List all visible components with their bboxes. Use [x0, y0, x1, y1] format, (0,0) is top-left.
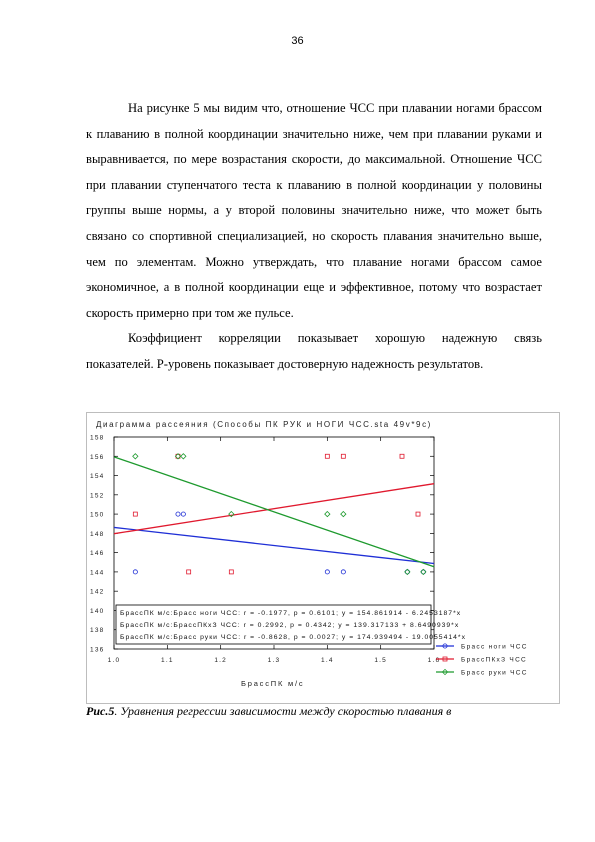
y-tick-label: 158: [90, 434, 105, 442]
legend-label: Брасс руки ЧСС: [461, 669, 528, 677]
x-tick-label: 1.1: [161, 657, 174, 664]
y-tick-label: 152: [90, 492, 105, 500]
x-axis-label: БрассПК м/с: [241, 679, 305, 688]
figure-caption-text: . Уравнения регрессии зависимости между скоростью плавания в: [114, 704, 452, 718]
annotation-line-3: БрассПК м/с:Брасс руки ЧСС: r = -0.8628, p = 0.0027; y = 174.939494 - 19.0055414*x: [120, 634, 466, 641]
y-tick-label: 154: [90, 473, 105, 481]
y-tick-label: 142: [90, 588, 105, 596]
figure-label: Рис.5: [86, 704, 115, 718]
y-tick-label: 140: [90, 607, 105, 615]
y-tick-label: 136: [90, 646, 105, 654]
paragraph: На рисунке 5 мы видим что, отношение ЧСС при плавании ногами брассом к плаванию в полной координации значительно ниже, чем при плавании руками и выравнивается, по мере возрастания скорости, до максимальной. Отношение ЧСС при плавании ступенчатого теста к плаванию в полной координации у половины группы выше нормы, а у второй половины значительно ниже, что может быть связано со спортивной специализацией, но скорость плавания значительно выше, чем по элементам. Можно утверждать, что плавание ногами брассом самое экономичное, а в полной координации еще и эффективное, потому что возрастает скорость примерно при том же пульсе.: [86, 101, 542, 320]
figure-caption: [86, 704, 556, 719]
scatter-chart: [86, 412, 560, 704]
y-tick-label: 150: [90, 511, 105, 519]
regression-annotation-box: [116, 605, 466, 644]
y-tick-label: 146: [90, 550, 105, 558]
annotation-line-2: БрассПК м/с:БрассПКхЗ ЧСС: r = 0.2992, p = 0.4342; y = 139.317133 + 8.6490939*x: [120, 622, 460, 629]
y-tick-label: 156: [90, 453, 105, 461]
chart-svg: [86, 412, 560, 704]
x-tick-label: 1.4: [321, 657, 334, 664]
x-tick-label: 1.6: [427, 657, 441, 664]
body-text: [86, 96, 542, 378]
y-tick-label: 144: [90, 569, 105, 577]
y-tick-label: 148: [90, 530, 105, 538]
page-number: 36: [291, 35, 304, 47]
paragraph: Коэффициент корреляции показывает хорошую надежную связь показателей. Р-уровень показывает достоверную надежность результатов.: [86, 331, 542, 371]
y-tick-label: 138: [90, 627, 105, 635]
x-tick-label: 1.0: [107, 657, 121, 664]
x-tick-label: 1.5: [374, 657, 387, 664]
x-tick-label: 1.3: [267, 657, 281, 664]
annotation-line-1: БрассПК м/с:Брасс ноги ЧСС: r = -0.1977, p = 0.6101; y = 154.861914 - 6.2453187*x: [120, 610, 462, 617]
legend-label: Брасс ноги ЧСС: [461, 643, 528, 651]
chart-title: Диаграмма рассеяния (Способы ПК РУК и НОГИ ЧСС.sta 49v*9c): [96, 420, 432, 429]
x-tick-label: 1.2: [214, 657, 227, 664]
legend-label: БрассПКхЗ ЧСС: [461, 656, 528, 664]
